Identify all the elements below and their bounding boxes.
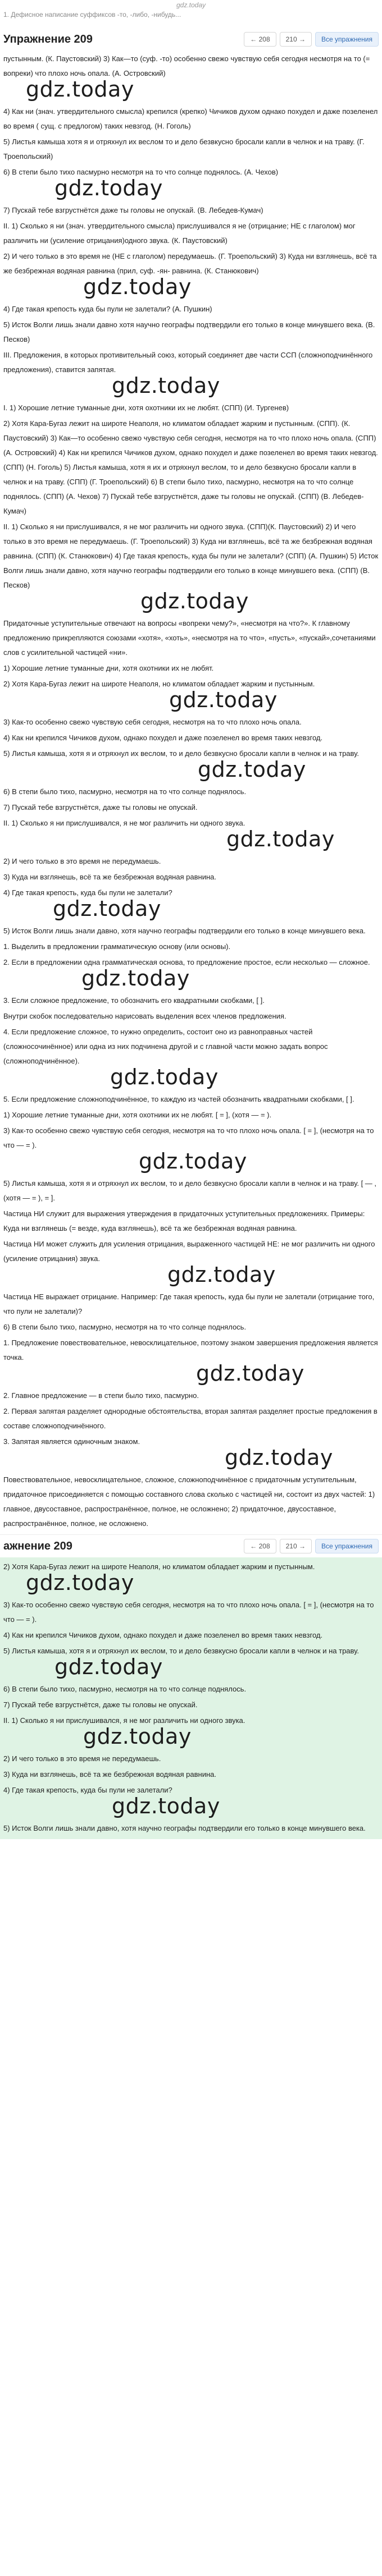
- site-logo[interactable]: gdz.today: [176, 1, 206, 9]
- watermark-logo: gdz.today: [112, 1794, 220, 1818]
- solution-paragraph: 6) В степи было тихо пасмурно несмотря на то что солнце поднялось. (А. Чехов): [3, 168, 279, 176]
- solution-paragraph: II. 1) Сколько я ни прислушивался, я не мог различить ни одного звука.: [3, 819, 245, 827]
- solution-content: [0, 49, 382, 1534]
- solution-paragraph: 1) Хорошие летние туманные дни, хотя охотники их не любят. [ = ], (хотя — = ).: [3, 1111, 272, 1119]
- footer-title: ажнение 209: [3, 1539, 72, 1552]
- solution-paragraph: 5) Листья камыша, хотя я и отряхнул их веслом, то и дело безвкусно бросали капли в челнок и на траву.: [3, 1647, 359, 1655]
- watermark-row: [3, 1445, 379, 1473]
- solution-paragraph: 2) Хотя Кара-Бугаз лежит на широте Неаполя, но климатом обладает жарким и пустынным.: [3, 1562, 315, 1571]
- solution-paragraph: I. 1) Хорошие летние туманные дни, хотя охотники их не любят. (СПП) (И. Тургенев): [3, 404, 289, 412]
- solution-paragraph: 2. Если в предложении одна грамматическая основа, то предложение простое, если несколько — сложное.: [3, 958, 370, 966]
- all-exercises-button[interactable]: Все упражнения: [315, 32, 379, 47]
- solution-paragraph: 6) В степи было тихо, пасмурно, несмотря на то что солнце поднялось.: [3, 1323, 247, 1331]
- solution-paragraph: 1. Выделить в предложении грамматическую основу (или основы).: [3, 942, 231, 951]
- exercise-nav: [244, 32, 379, 47]
- solution-paragraph: 4) Где такая крепость куда бы пули не залетали? (А. Пушкин): [3, 305, 212, 313]
- solution-paragraph: 3. Если сложное предложение, то обозначить его квадратными скобками, [ ].: [3, 996, 265, 1005]
- watermark-row: [3, 1570, 379, 1598]
- watermark-logo: gdz.today: [198, 757, 306, 782]
- watermark-row: [3, 373, 379, 401]
- watermark-row: [3, 589, 379, 616]
- solution-paragraph: 5) Листья камыша хотя я и отряхнул их веслом то и дело безвкусно бросали капли в челнок и на траву. (Г. Троепольский): [3, 137, 365, 161]
- watermark-row: [3, 1262, 379, 1290]
- solution-paragraph: 2. Первая запятая разделяет однородные обстоятельства, вторая запятая разделяет простые предложения в составе сложноподчинённого.: [3, 1407, 378, 1430]
- solution-paragraph: II. 1) Сколько я ни (знач. утвердительного смысла) прислушивался я не (отрицание; НЕ с глаголом) мог различить ни (усиление отрицания)одного звука. (К. Паустовский): [3, 222, 356, 245]
- solution-paragraph: 3) Куда ни взглянешь, всё та же безбрежная водяная равнина.: [3, 873, 217, 881]
- top-bar: [0, 0, 382, 10]
- next-exercise-button[interactable]: 210 →: [280, 32, 312, 47]
- solution-paragraph: Внутри скобок последовательно нарисовать выделения всех членов предложения.: [3, 1012, 286, 1020]
- watermark-logo: gdz.today: [196, 1361, 304, 1386]
- watermark-logo: gdz.today: [140, 589, 249, 613]
- watermark-row: [3, 1794, 379, 1821]
- watermark-row: [3, 1361, 379, 1388]
- footer-nav-bar: [0, 1534, 382, 1557]
- solution-paragraph: 3) Куда ни взглянешь, всё та же безбрежная водяная равнина.: [3, 1770, 217, 1779]
- solution-paragraph: 2) И чего только в это время не передумаешь.: [3, 1754, 161, 1763]
- watermark-logo: gdz.today: [81, 966, 190, 991]
- solution-paragraph: 2) Хотя Кара-Бугаз лежит на широте Неаполя, но климатом обладает жарким и пустынным. (СПП). (К. Паустовский) 3) Как—то особенно свежо чувствую себя сегодня, несмотря на то что плохо ночь опала. (СПП) (А. Островский) 4) Как ни крепился Чичиков духом, однако похудел и даже позеленел во время таких невзгод. (СПП) (Н. Гоголь) 5) Листья камыша, хотя я их и отряхнул веслом, то и дело безвкусно бросали капли в челнок и на траву. (СПП) (Г. Троепольский) 6) В степи было тихо, пасмурно, несмотря на то что солнце поднялось. (СПП) (А. Чехов) 7) Пускай тебе взгрустнётся, даже ты головы не опускай. (СПП) (В. Лебедев-Кумач): [3, 419, 378, 515]
- solution-paragraph: 5) Исток Волги лишь знали давно, хотя научно географы подтвердили его только в конце минувшего века.: [3, 927, 366, 935]
- watermark-logo: gdz.today: [83, 274, 192, 299]
- footer-next-button[interactable]: 210 →: [280, 1539, 312, 1553]
- prev-exercise-button[interactable]: ← 208: [244, 32, 276, 47]
- solution-paragraph: II. 1) Сколько я ни прислушивался, я не мог различить ни одного звука. (СПП)(К. Паустовский) 2) И чего только в это время не передумаешь. (Г. Троепольский) 3) Куда ни взглянешь, всё та же безбрежная водяная равнина. (СПП) (К. Станюкович) 4) Где такая крепость, куда бы пули не залетали? (СПП) (А. Пушкин) 5) Исток Волги лишь знали давно, хотя научно географы подтвердили его только в конце минувшего века. (СПП) (В. Песков): [3, 522, 379, 589]
- watermark-row: [3, 274, 379, 302]
- footer-prev-button[interactable]: ← 208: [244, 1539, 276, 1553]
- solution-paragraph: 5. Если предложение сложноподчинённое, то каждую из частей обозначить квадратными скобками, [ ].: [3, 1095, 354, 1103]
- solution-paragraph: 1) Хорошие летние туманные дни, хотя охотники их не любят.: [3, 664, 214, 672]
- watermark-row: [3, 1149, 379, 1176]
- watermark-logo: gdz.today: [110, 1065, 219, 1089]
- handwritten-solution-block: [0, 1557, 382, 1839]
- watermark-logo: gdz.today: [225, 1445, 333, 1470]
- solution-paragraph: пустынным. (К. Паустовский) 3) Как—то (суф. -то) особенно свежо чувствую себя сегодня несмотря на то (= вопреки) что плохо ночь опала. (А. Островский): [3, 54, 370, 77]
- watermark-logo: gdz.today: [226, 827, 335, 851]
- solution-paragraph: 4) Как ни (знач. утвердительного смысла) крепился (крепко) Чичиков духом однако похудел и даже позеленел во время ( сущ. с предлогом) таких невзгод. (Н. Гоголь): [3, 107, 378, 130]
- solution-paragraph: Частица НЕ выражает отрицание. Например: Где такая крепость, куда бы пули не залетали (отрицание того, что пули не залетали)?: [3, 1292, 375, 1315]
- watermark-logo: gdz.today: [26, 1570, 134, 1595]
- watermark-row: [3, 896, 379, 924]
- watermark-logo: gdz.today: [26, 77, 134, 102]
- solution-paragraph: 5) Листья камыша, хотя я и отряхнул их веслом, то и дело безвкусно бросали капли в челнок и на траву.: [3, 749, 359, 758]
- solution-paragraph: 6) В степи было тихо, пасмурно, несмотря на то что солнце поднялось.: [3, 787, 247, 796]
- solution-paragraph: 4) Как ни крепился Чичиков духом, однако похудел и даже позеленел во время таких невзгод.: [3, 1631, 323, 1639]
- watermark-logo: gdz.today: [139, 1149, 247, 1174]
- solution-paragraph: 7) Пускай тебе взгрустнётся даже ты головы не опускай. (В. Лебедев-Кумач): [3, 206, 263, 214]
- solution-paragraph: 3) Как-то особенно свежо чувствую себя сегодня, несмотря на то что плохо ночь опала. [ = ], (несмотря на то что — = ).: [3, 1601, 374, 1624]
- solution-paragraph: 2) И чего только в это время не (НЕ с глаголом) передумаешь. (Г. Троепольский) 3) Куда ни взглянешь, всё та же безбрежная водяная равнина (прил, суф. -ян- равнина. (К. Станюкович): [3, 252, 377, 275]
- watermark-logo: gdz.today: [54, 1654, 163, 1679]
- solution-paragraph: 3) Как-то особенно свежо чувствую себя сегодня, несмотря на то что плохо ночь опала.: [3, 718, 302, 726]
- solution-paragraph: 7) Пускай тебе взгрустнётся, даже ты головы не опускай.: [3, 803, 198, 812]
- watermark-logo: gdz.today: [54, 176, 163, 200]
- watermark-row: [3, 966, 379, 993]
- solution-paragraph: III. Предложения, в которых противительный союз, который соединяет две части ССП (сложноподчинённого предложения), ставится запятая.: [3, 351, 373, 374]
- solution-paragraph: Придаточные уступительные отвечают на вопросы «вопреки чему?», «несмотря на что?». К главному предложению прикрепляются союзами «хотя», «хоть», «несмотря на то что», «пусть», «пускай»,сочетаниями слов с усилительной частицей «ни».: [3, 619, 376, 657]
- solution-paragraph: 5) Исток Волги лишь знали давно, хотя научно географы подтвердили его только в конце минувшего века.: [3, 1824, 366, 1832]
- watermark-logo: gdz.today: [112, 373, 220, 398]
- watermark-logo: gdz.today: [83, 1724, 192, 1749]
- solution-paragraph: 3. Запятая является одиночным знаком.: [3, 1437, 140, 1446]
- watermark-row: [3, 827, 379, 854]
- footer-nav: [244, 1539, 379, 1553]
- solution-paragraph: 6) В степи было тихо, пасмурно, несмотря на то что солнце поднялось.: [3, 1685, 247, 1693]
- page-title: Упражнение 209: [3, 33, 93, 45]
- solution-paragraph: Частица НИ может служить для усиления отрицания, выраженного частицей НЕ: не мог различить ни одного (усиление отрицания) звука.: [3, 1240, 375, 1263]
- solution-paragraph: 5) Листья камыша, хотя я и отряхнул их веслом, то и дело безвкусно бросали капли в челнок и на траву. [ — , (хотя — = ), = ].: [3, 1179, 377, 1202]
- solution-paragraph: 4. Если предложение сложное, то нужно определить, состоит оно из равноправных частей (сложносочинённое) или одна из них подчинена другой и с главной части можно задать вопрос (сложноподчинённое).: [3, 1028, 328, 1065]
- watermark-logo: gdz.today: [167, 1262, 276, 1287]
- breadcrumb[interactable]: 1. Дефисное написание суффиксов -то, -либо, -нибудь...: [3, 11, 181, 19]
- exercise-header: [0, 29, 382, 49]
- watermark-row: [3, 1065, 379, 1092]
- footer-all-button[interactable]: Все упражнения: [315, 1539, 379, 1553]
- watermark-row: [3, 176, 379, 203]
- solution-paragraph: 2) Хотя Кара-Бугаз лежит на широте Неаполя, но климатом обладает жарким и пустынным.: [3, 680, 315, 688]
- watermark-row: [3, 1654, 379, 1682]
- watermark-logo: gdz.today: [53, 896, 161, 921]
- watermark-row: [3, 77, 379, 104]
- solution-paragraph: 2. Главное предложение — в степи было тихо, пасмурно.: [3, 1391, 199, 1400]
- solution-paragraph: Повествовательное, невосклицательное, сложное, сложноподчинённое с придаточным уступительным, придаточное присоединяется с помощью составного слова сколько с частицей ни, состоит из двух частей: 1) главное, двусоставное, распространённое, полное, не осложнено; 2) придаточное, двусоставное, распространённое, полное, не осложнено.: [3, 1475, 375, 1528]
- watermark-row: [3, 1724, 379, 1752]
- watermark-row: [3, 757, 379, 785]
- solution-paragraph: II. 1) Сколько я ни прислушивался, я не мог различить ни одного звука.: [3, 1716, 245, 1725]
- solution-paragraph: 1. Предложение повествовательное, невосклицательное, поэтому знаком завершения предложения является точка.: [3, 1339, 378, 1362]
- solution-paragraph: 4) Где такая крепость, куда бы пули не залетали?: [3, 1786, 172, 1794]
- watermark-logo: gdz.today: [169, 687, 278, 712]
- solution-paragraph: 4) Где такая крепость, куда бы пули не залетали?: [3, 888, 172, 897]
- solution-paragraph: 4) Как ни крепился Чичиков духом, однако похудел и даже позеленел во время таких невзгод.: [3, 734, 323, 742]
- solution-paragraph: 5) Исток Волги лишь знали давно хотя научно географы подтвердили его только в конце минувшего века. (В. Песков): [3, 320, 375, 343]
- solution-paragraph: Частица НИ служит для выражения утверждения в придаточных уступительных предложениях. Примеры: Куда ни взглянешь (= везде, куда взглянешь), всё та же безбрежная водяная равнина.: [3, 1209, 365, 1232]
- watermark-row: [3, 687, 379, 715]
- solution-paragraph: 7) Пускай тебе взгрустнётся, даже ты головы не опускай.: [3, 1700, 198, 1709]
- solution-paragraph: 2) И чего только в это время не передумаешь.: [3, 857, 161, 865]
- solution-paragraph: 3) Как-то особенно свежо чувствую себя сегодня, несмотря на то что плохо ночь опала. [ = ], (несмотря на то что — = ).: [3, 1126, 374, 1149]
